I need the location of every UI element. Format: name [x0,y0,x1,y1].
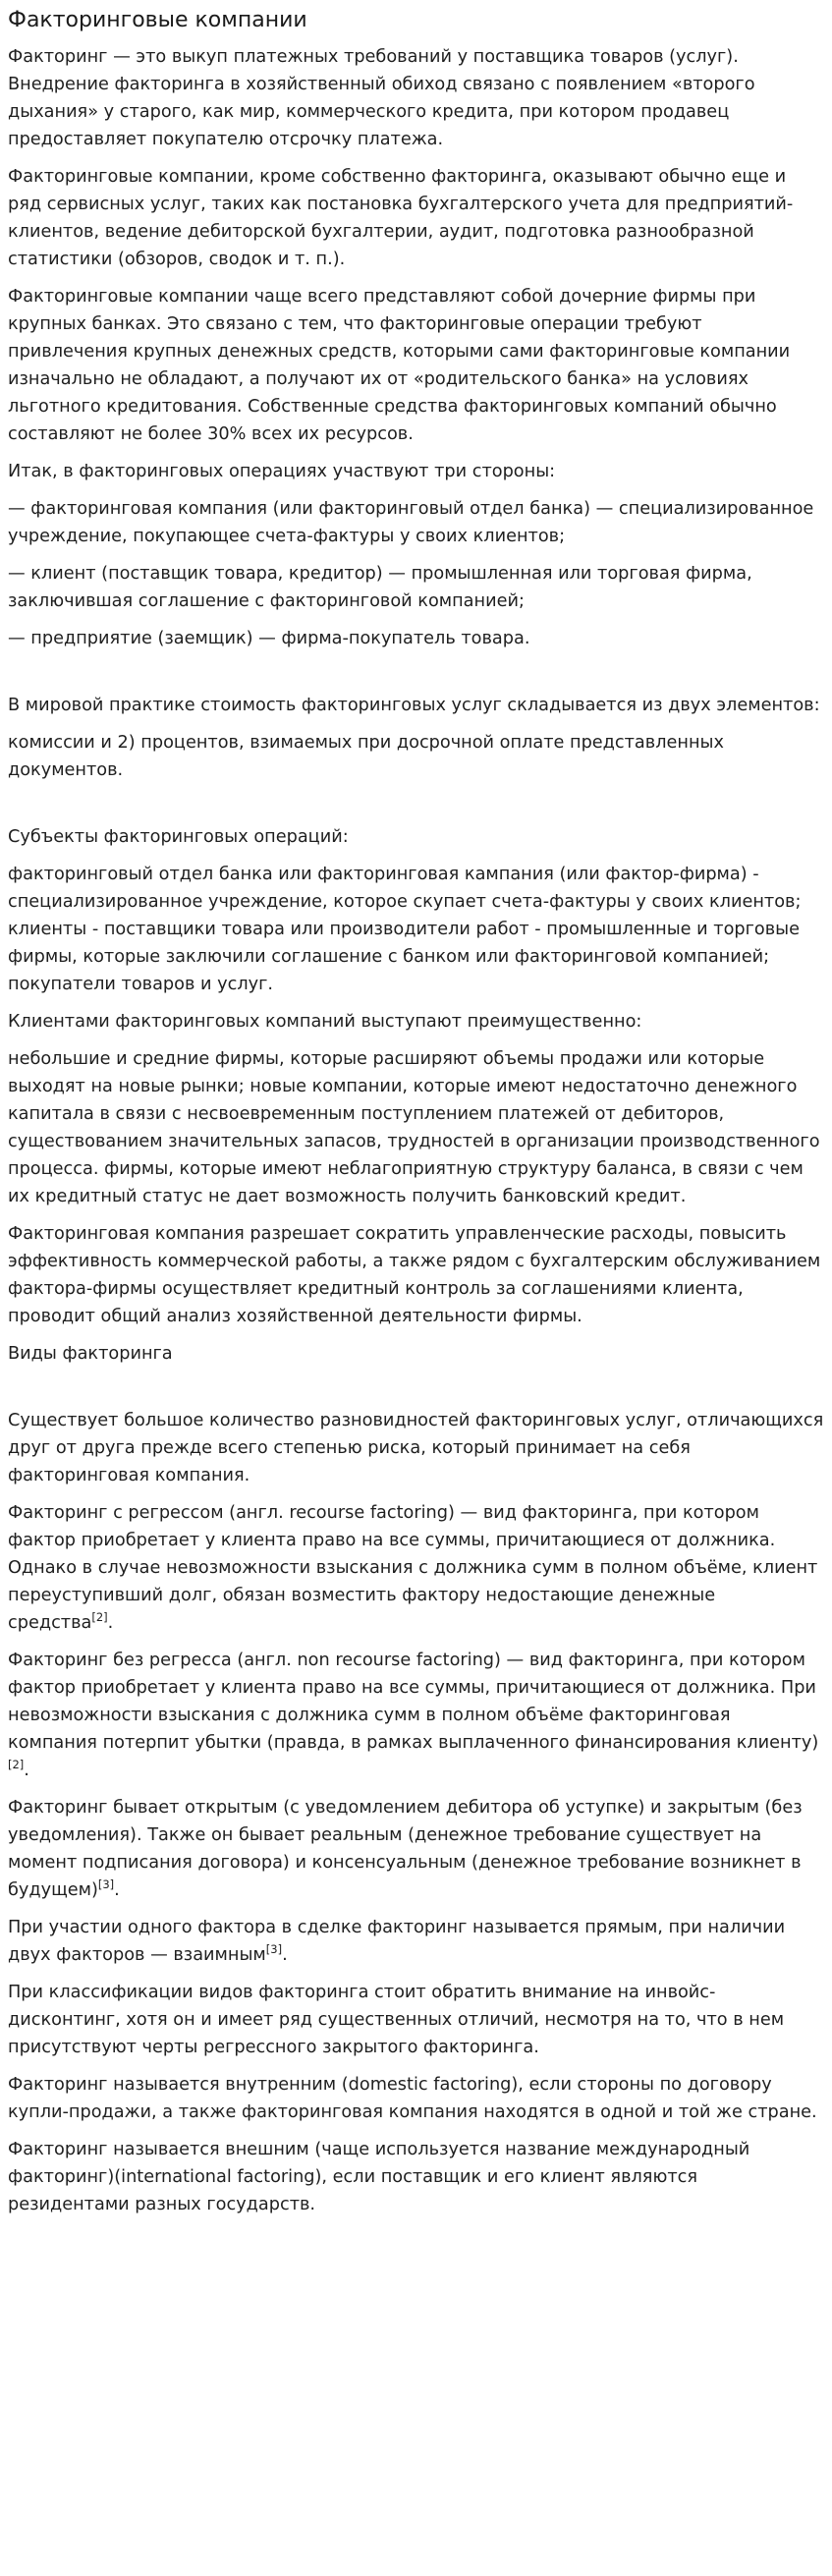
paragraph-types-heading: Виды факторинга [8,1344,173,1364]
paragraph-party-client: — клиент (поставщик товара, кредитор) — промышленная или торговая фирма, заключившая соглашение с факторинговой компанией; [8,564,752,611]
paragraph-cost: В мировой практике стоимость факторинговых услуг складывается из двух элементов: [8,696,820,715]
paragraph-invoice-discounting: При классификации видов факторинга стоит обратить внимание на инвойс-дисконтинг, хотя он и имеет ряд существенных отличий, несмотря на то, что в нем присутствуют черты регрессного закрытого факторинга. [8,1983,785,2057]
paragraph-subjects: факторинговый отдел банка или факторинговая кампания (или фактор-фирма) - специализированное учреждение, которое скупает счета-фактуры у своих клиентов; клиенты - поставщики товара или производители работ - промышленные и торговые фирмы, которые заключили соглашение с банком или факторинговой компанией; покупатели товаров и услуг. [8,865,802,994]
paragraph-open-closed: Факторинг бывает открытым (с уведомлением дебитора об уступке) и закрытым (без уведомления). Также он бывает реальным (денежное требование существует на момент подписания договора) и консенсуальным (денежное требование возникнет в будущем)[3]. [8,1798,803,1900]
paragraph-subjects-heading: Субъекты факторинговых операций: [8,827,349,847]
paragraph-clients-heading: Клиентами факторинговых компаний выступают преимущественно: [8,1012,642,1032]
paragraph-party-factor: — факторинговая компания (или факторинговый отдел банка) — специализированное учреждение, покупающее счета-фактуры у своих клиентов; [8,499,814,546]
paragraph-party-borrower: — предприятие (заемщик) — фирма-покупатель товара. [8,629,530,648]
paragraph-subsidiaries: Факторинговые компании чаще всего представляют собой дочерние фирмы при крупных банках. Это связано с тем, что факторинговые операции требуют привлечения крупных денежных средств, которыми сами факторинговые компании изначально не обладают, а получают их от «родительского банка» на условиях льготного кредитования. Собственные средства факторинговых компаний обычно составляют не более 30% всех их ресурсов. [8,287,791,444]
paragraph-commission: комиссии и 2) процентов, взимаемых при досрочной оплате представленных документов. [8,733,724,780]
paragraph-varieties: Существует большое количество разновидностей факторинговых услуг, отличающихся друг от друга прежде всего степенью риска, который принимает на себя факторинговая компания. [8,1411,824,1485]
paragraph-international: Факторинг называется внешним (чаще используется название международный факторинг)(international factoring), если поставщик и его клиент являются резидентами разных государств. [8,2140,750,2214]
paragraph-direct-mutual: При участии одного фактора в сделке факторинг называется прямым, при наличии двух факторов — взаимным[3]. [8,1918,786,1965]
paragraph-recourse-text: Факторинг с регрессом (англ. recourse factoring) — вид факторинга, при котором фактор приобретает у клиента право на все суммы, причитающиеся от должника. Однако в случае невозможности взыскания с должника сумм в полном объёме, клиент переуступивший долг, обязан возместить фактору недостающие денежные средства [8,1503,818,1633]
paragraph-open-closed-text: Факторинг бывает открытым (с уведомлением дебитора об уступке) и закрытым (без уведомления). Также он бывает реальным (денежное требование существует на момент подписания договора) и консенсуальным (денежное требование возникнет в будущем) [8,1798,803,1900]
paragraph-services: Факторинговые компании, кроме собственно факторинга, оказывают обычно еще и ряд сервисных услуг, таких как постановка бухгалтерского учета для предприятий-клиентов, ведение дебиторской бухгалтерии, аудит, подготовка разнообразной статистики (обзоров, сводок и т. п.). [8,167,794,269]
paragraph-recourse: Факторинг с регрессом (англ. recourse factoring) — вид факторинга, при котором фактор приобретает у клиента право на все суммы, причитающиеся от должника. Однако в случае невозможности взыскания с должника сумм в полном объёме, клиент переуступивший долг, обязан возместить фактору недостающие денежные средства[2]. [8,1503,818,1633]
reference-link[interactable]: [3] [97,1877,115,1892]
paragraph-direct-mutual-text: При участии одного фактора в сделке факторинг называется прямым, при наличии двух факторов — взаимным [8,1918,786,1965]
reference-link[interactable]: [2] [91,1610,108,1625]
paragraph-three-parties: Итак, в факторинговых операциях участвуют три стороны: [8,462,556,481]
paragraph-non-recourse: Факторинг без регресса (англ. non recourse factoring) — вид факторинга, при котором фактор приобретает у клиента право на все суммы, причитающиеся от должника. При невозможности взыскания с должника сумм в полном объёме факторинговая компания потерпит убытки (правда, в рамках выплаченного финансирования клиенту)[2]. [8,1651,819,1780]
paragraph-definition: Факторинг — это выкуп платежных требований у поставщика товаров (услуг). Внедрение факторинга в хозяйственный обиход связано с появлением «второго дыхания» у старого, как мир, коммерческого кредита, при котором продавец предоставляет покупателю отсрочку платежа. [8,47,755,149]
page-title: Факторинговые компании [8,8,307,32]
paragraph-benefits: Факторинговая компания разрешает сократить управленческие расходы, повысить эффективность коммерческой работы, а также рядом с бухгалтерским обслуживанием фактора-фирмы осуществляет кредитный контроль за соглашениями клиента, проводит общий анализ хозяйственной деятельности фирмы. [8,1224,821,1326]
paragraph-non-recourse-text: Факторинг без регресса (англ. non recourse factoring) — вид факторинга, при котором фактор приобретает у клиента право на все суммы, причитающиеся от должника. При невозможности взыскания с должника сумм в полном объёме факторинговая компания потерпит убытки (правда, в рамках выплаченного финансирования клиенту) [8,1651,819,1753]
reference-link[interactable]: [2] [8,1758,25,1772]
reference-link[interactable]: [3] [265,1942,283,1957]
paragraph-clients: небольшие и средние фирмы, которые расширяют объемы продажи или которые выходят на новые рынки; новые компании, которые имеют недостаточно денежного капитала в связи с несвоевременным поступлением платежей от дебиторов, существованием значительных запасов, трудностей в организации производственного процесса. фирмы, которые имеют неблагоприятную структуру баланса, в связи с чем их кредитный статус не дает возможность получить банковский кредит. [8,1049,820,1206]
paragraph-domestic: Факторинг называется внутренним (domestic factoring), если стороны по договору купли-продажи, а также факторинговая компания находятся в одной и той же стране. [8,2075,817,2122]
